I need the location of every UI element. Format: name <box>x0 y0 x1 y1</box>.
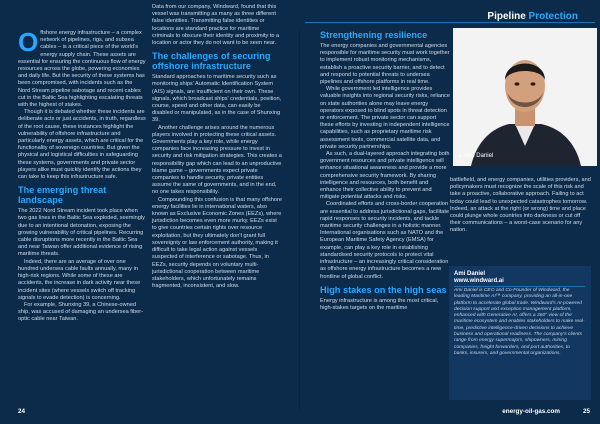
section-header <box>487 11 578 22</box>
paragraph: Data from our company, Windward, found that this vessel was transmitting as many as three different false identities. Transmitting false identities or locations are standard practice for maritime criminals to obscure their identity and proximity to a location or actor they do not want to be seen near. <box>152 4 280 47</box>
portrait-photo <box>453 28 597 166</box>
section-header-blue: Protection <box>528 11 578 22</box>
paragraph: As such, a dual-layered approach integrating both government resources and private intelligence will enhance situational awareness and provide a more comprehensive security framework. By sharing intelligence and resources, both benefit and enhance their collective ability to prevent and mitigate potential attacks and risks. <box>320 151 450 201</box>
author-bio-text: Ami Daniel is CEO and Co-Founder of Windward, the leading Maritime AI™ company, providing an all-in-one platform to accelerate global trade. Windward's AI-powered decision support and exception management platform, enhanced with Generative AI, offers a 360° view of the maritime ecosystem and enables stakeholders to make real-time, predictive intelligence-driven decisions to achieve business and operational readiness. The company's clients range from energy supermajors, shipowners, mining companies, freight forwarders, and port authorities, to banks, insurers, and governmental organizations. <box>454 288 585 356</box>
page-number: 24 <box>18 408 26 415</box>
section-heading: Strengthening resilience <box>320 30 428 40</box>
paragraph: Though it is debated whether these incidents are deliberate acts or just accidents, in truth, regardless of the root cause, these instances highlight the vulnerability of offshore infrastructure and particularly energy assets, which are critical for the functionality of sovereign countries. But given the physical and logistical difficulties in safeguarding these systems, governments and private sector players alike must quickly identify the actions they can take to keep this infrastructure safe. <box>18 109 146 181</box>
left-column-1 <box>18 27 146 324</box>
portrait-illustration <box>453 28 597 166</box>
left-column-2 <box>152 4 282 290</box>
paragraph: Another challenge arises around the numerous players involved in protecting these critical assets. Governments play a key role, while energy companies face increasing pressure to invest in security and risk mitigation strategies. This creates a responsibility gap which can lead to an unproductive blame game – governments expect private companies to handle security, private entities assume the same of governments, and in the end, no one takes responsibility. <box>152 124 282 196</box>
paragraph: Compounding this confusion is that many offshore energy facilities lie in international waters, also known as Exclusive Economic Zones (EEZs), where jurisdiction becomes even more murky. EEZs exist to give countries certain rights over resource exploitation, but they ultimately don't grant full sovereignty or law enforcement authority, making it difficult to take legal action against vessels suspected of interference or sabotage. Thus, in EEZs, security depends on voluntary multi-jurisdictional cooperation between maritime stakeholders, which unfortunately remains fragmented, inconsistent, and slow. <box>152 196 282 290</box>
author-bio-box <box>449 266 591 400</box>
drop-cap: O <box>18 27 39 57</box>
section-heading: High stakes on the high seas <box>320 284 447 295</box>
paragraph: The 2022 Nord Stream incident took place when two gas lines in the Baltic Sea exploded, seemingly due to an intentional detonation, exposing the growing vulnerability of critical pipelines. Recurring cable disruptions more recently in the Baltic Sea and near Taiwan offer additional evidence of rising maritime threats. <box>18 208 145 258</box>
bio-divider <box>454 286 585 287</box>
right-column-1 <box>320 30 450 312</box>
section-heading: The challenges of securing offshore infrastructure <box>152 51 271 72</box>
site-url[interactable]: energy-oil-gas.com <box>502 408 560 415</box>
paragraph: Coordinated efforts and cross-border cooperation are essential to address jurisdictional gaps, facilitate rapid responses to security incidents, and tackle maritime security challenges in a holistic manner. International organisations such as NATO and the European Maritime Safety Agency (EMSA) for example, can play a key role in establishing standardised security protocols to protect vital infrastructure – an increasingly critical consideration as offshore energy infrastructure becomes a new frontline of global conflict. <box>320 201 450 280</box>
paragraph: While government led intelligence provides valuable insights into regional security risks, reliance on state authorities alone may leave energy operators exposed to blind spots in threat detection or enforcement. The private sector can support these efforts by investing in independent intelligence capabilities, such as proprietary maritime risk assessment tools, commercial satellite data, and private security partnerships. <box>320 86 450 150</box>
section-heading: The emerging threat landscape <box>18 185 107 206</box>
page-number: 25 <box>582 408 590 415</box>
paragraph: Energy infrastructure is among the most critical, high-stakes targets on the maritime <box>320 297 439 311</box>
header-rule <box>305 22 595 23</box>
paragraph: For example, Shunxing 39, a Chinese-owned ship, was accused of damaging an undersea fiber-optic cable near Taiwan. <box>18 301 144 323</box>
right-column-2 <box>450 177 592 235</box>
author-website-link[interactable]: www.windward.ai <box>454 278 504 284</box>
paragraph: ffshore energy infrastructure – a complex network of pipelines, rigs, and subsea cables – is a critical piece of the world's energy supply chain. These assets are essential for ensuring the continuous flow of energy resources across the globe, powering economies and daily life. But the security of these systems has been compromised, with incidents such as the Nord Stream pipeline sabotage and recent cables cut in the Baltic Sea highlighting escalating threats with the highest of stakes. <box>18 30 146 109</box>
paragraph: Standard approaches to maritime security such as monitoring ships' Automatic Identification System (AIS) signals, are insufficient on their own. These signals, which broadcast ships' credentials, position, course, speed and other data, can easily be disabled or manipulated, as in the case of Shunxing 39. <box>152 74 282 124</box>
photo-caption: ▲ Ami Daniel <box>457 153 494 159</box>
paragraph: Indeed, there are an average of over one hundred undersea cable faults annually, many in high-risk regions. While some of these are accidents, the increase in dark activity near these incident sites (where vessels switch off tracking signals to evade detection) is concerning. <box>18 258 141 301</box>
section-header-white: Pipeline <box>487 11 529 22</box>
paragraph: The energy companies and governmental agencies responsible for maritime security must work together to implement robust monitoring mechanisms, establish a proactive security barrier, and to detect and respond to potential threats to undersea pipelines and offshore platforms in real time. <box>320 43 450 86</box>
author-name: Ami Daniel <box>454 271 486 277</box>
paragraph: battlefield, and energy companies, utilities providers, and policymakers must recognize the scale of this risk and take a proactive, collaborative approach. Failing to act today could lead to unexpected catastrophes tomorrow. Indeed, an attack at the right (or wrong) time and place could plunge whole countries into darkness or cut off their communications – a worst-case scenario for any nation. <box>450 177 591 234</box>
